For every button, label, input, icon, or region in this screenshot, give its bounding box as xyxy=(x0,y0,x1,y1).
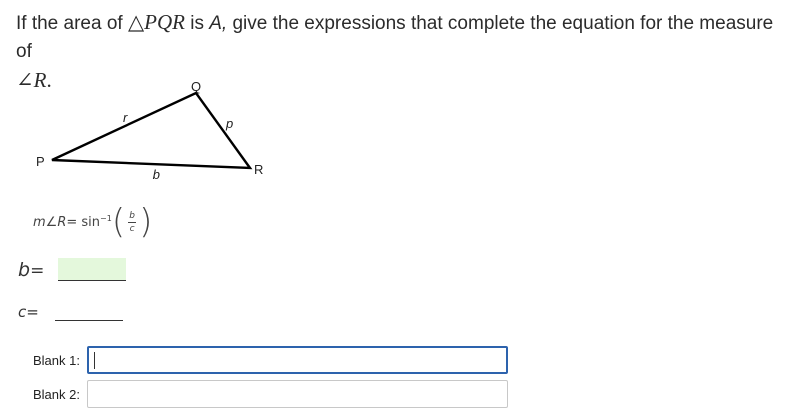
question-text-part: is xyxy=(184,13,210,34)
blank-c-row xyxy=(18,298,123,321)
close-paren: ) xyxy=(139,202,153,242)
equation-fn: = sin xyxy=(66,214,101,230)
blank-b-slot xyxy=(58,258,126,281)
fraction xyxy=(128,211,136,234)
equation-angle: ∠R xyxy=(45,214,67,230)
equation-superscript: −1 xyxy=(100,213,112,223)
blank-b-row xyxy=(18,258,126,281)
blank-1-label: Blank 1: xyxy=(33,352,80,368)
open-paren: ( xyxy=(111,202,126,242)
blank-b-variable: b xyxy=(18,259,31,281)
question-text-part: give the expressions that complete the equation for the measure of xyxy=(16,13,774,62)
vertex-label-r: R xyxy=(254,162,264,177)
fraction-denominator: c xyxy=(129,223,135,234)
side-label-r: r xyxy=(123,110,128,125)
side-label-p: p xyxy=(226,116,234,131)
blank-2-label: Blank 2: xyxy=(33,386,80,402)
text-caret xyxy=(94,352,95,369)
equation-m: m xyxy=(33,214,46,230)
blank-c-slot xyxy=(55,298,123,321)
triangle-name: PQR xyxy=(144,10,185,34)
triangle-symbol: △ xyxy=(127,10,145,34)
question-text-part: If the area of xyxy=(16,13,128,34)
blank-1-input[interactable] xyxy=(87,346,508,374)
fraction-bar xyxy=(128,222,136,223)
area-variable: A, xyxy=(209,13,228,34)
blank-c-equals: = xyxy=(26,303,39,321)
answer-row-1 xyxy=(33,346,508,374)
blank-c-variable: c xyxy=(18,303,27,321)
question-end: . xyxy=(46,68,52,92)
side-label-q: q xyxy=(152,169,160,184)
blank-b-equals: = xyxy=(30,261,45,281)
equation xyxy=(33,204,152,240)
vertex-label-q: Q xyxy=(191,79,202,94)
triangle-shape xyxy=(52,93,250,168)
fraction-numerator: b xyxy=(129,210,135,221)
answer-row-2 xyxy=(33,380,508,408)
angle-symbol: ∠ xyxy=(16,68,34,92)
blank-2-input[interactable] xyxy=(87,380,508,408)
vertex-label-p: P xyxy=(36,154,45,169)
angle-name: R xyxy=(33,68,47,92)
